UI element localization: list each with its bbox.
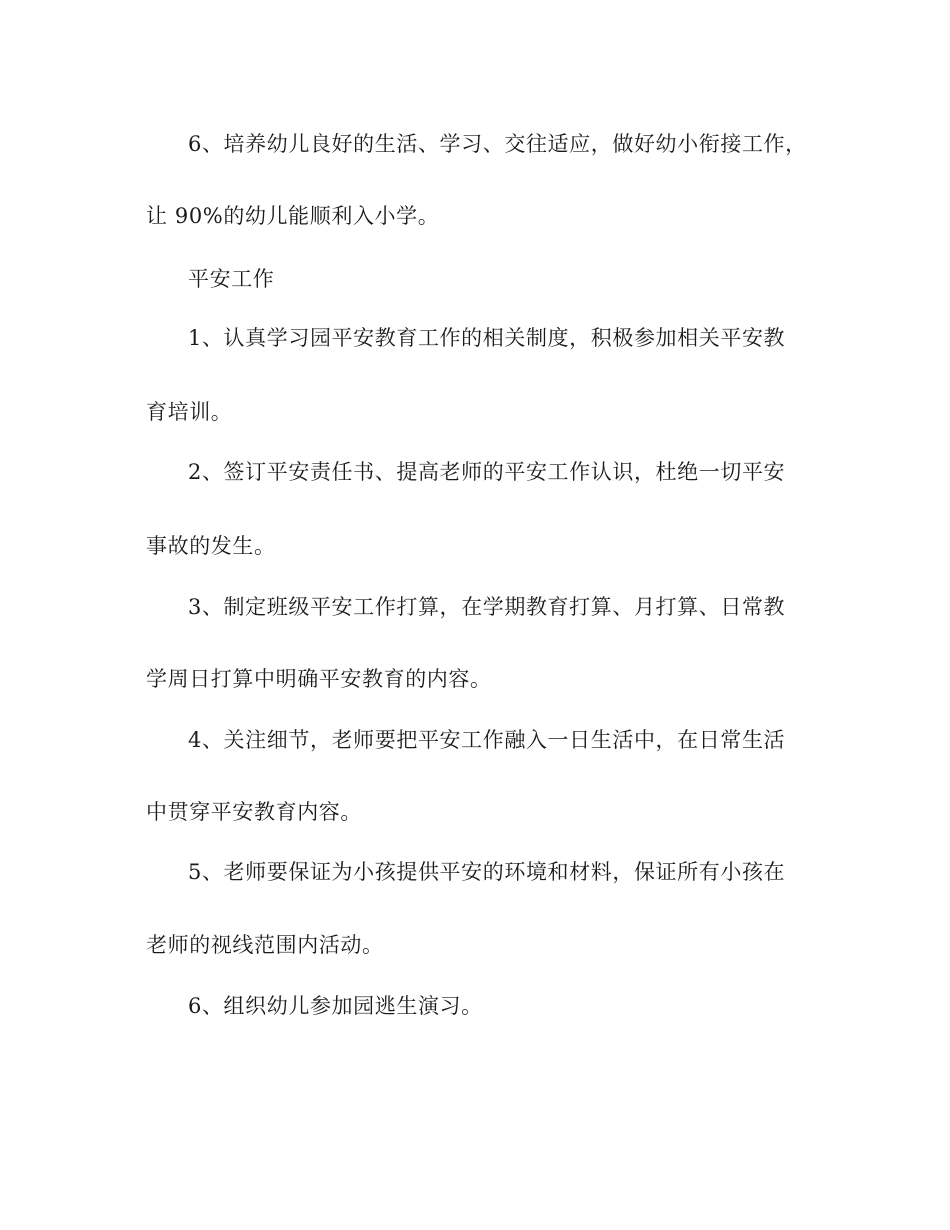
paragraph-line: 学周日打算中明确平安教育的内容。 bbox=[146, 667, 492, 691]
paragraph-line: 老师的视线范围内活动。 bbox=[146, 933, 384, 957]
paragraph-line: 5、老师要保证为小孩提供平安的环境和材料，保证所有小孩在 bbox=[188, 860, 786, 884]
paragraph-line: 中贯穿平安教育内容。 bbox=[146, 800, 362, 824]
paragraph-line: 6、培养幼儿良好的生活、学习、交往适应，做好幼小衔接工作， bbox=[188, 132, 807, 156]
paragraph-line: 4、关注细节，老师要把平安工作融入一日生活中，在日常生活 bbox=[188, 728, 786, 752]
section-heading: 平安工作 bbox=[188, 267, 275, 291]
paragraph-line: 1、认真学习园平安教育工作的相关制度，积极参加相关平安教 bbox=[188, 326, 786, 350]
paragraph-line: 3、制定班级平安工作打算，在学期教育打算、月打算、日常教 bbox=[188, 595, 786, 619]
paragraph-line: 育培训。 bbox=[146, 400, 233, 424]
paragraph-line: 6、组织幼儿参加园逃生演习。 bbox=[188, 994, 483, 1018]
paragraph-line: 事故的发生。 bbox=[146, 534, 276, 558]
paragraph-line: 让 90%的幼儿能顺利入小学。 bbox=[146, 204, 440, 228]
paragraph-line: 2、签订平安责任书、提高老师的平安工作认识，杜绝一切平安 bbox=[188, 460, 786, 484]
